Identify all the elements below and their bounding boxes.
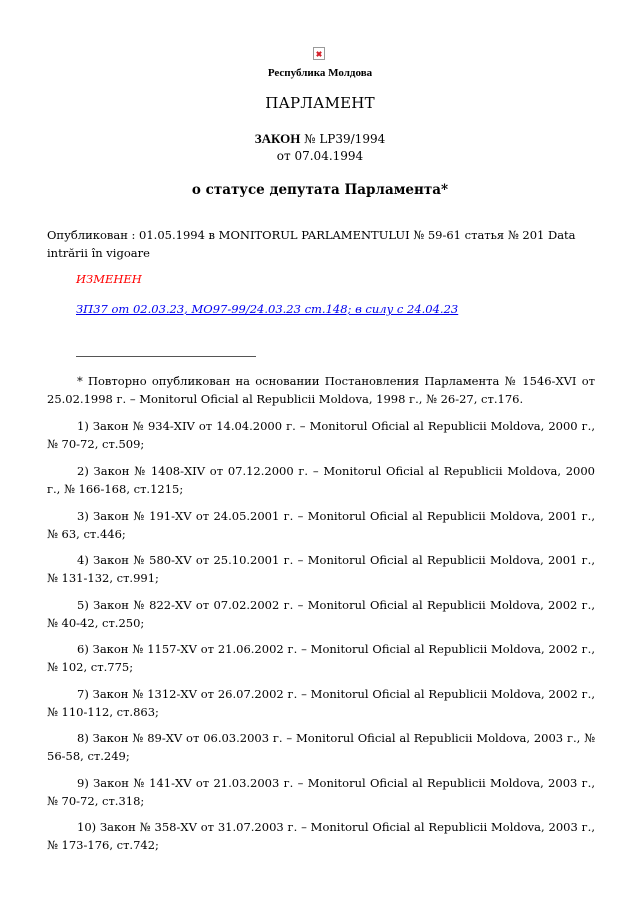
amendment-item: 7) Закон № 1312-XV от 26.07.2002 г. – Monitorul Oficial al Republicii Moldova, 2002 г., № 110-112, ст.863; [47, 687, 595, 719]
broken-image-icon [313, 47, 325, 60]
footnote: * Повторно опубликован на основании Постановления Парламента № 1546-XVI от 25.02.1998 г. – Monitorul Oficial al Republicii Moldova, 1998 г., № 26-27, ст.176. [47, 374, 595, 406]
amendment-item: 9) Закон № 141-XV от 21.03.2003 г. – Monitorul Oficial al Republicii Moldova, 2003 г., № 70-72, ст.318; [47, 776, 595, 808]
footnote-divider [76, 356, 256, 357]
amendment-item: 1) Закон № 934-XIV от 14.04.2000 г. – Monitorul Oficial al Republicii Moldova, 2000 г., № 70-72, ст.509; [47, 419, 595, 451]
law-title: о статусе депутата Парламента* [191, 182, 449, 198]
amendment-item: 2) Закон № 1408-XIV от 07.12.2000 г. – Monitorul Oficial al Republicii Moldova, 2000 г., № 166-168, ст.1215; [47, 464, 595, 496]
amendment-item: 4) Закон № 580-XV от 25.10.2001 г. – Monitorul Oficial al Republicii Moldova, 2001 г., № 131-132, ст.991; [47, 553, 595, 585]
law-number-value: № LP39/1994 [300, 132, 386, 146]
amendment-item: 3) Закон № 191-XV от 24.05.2001 г. – Monitorul Oficial al Republicii Moldova, 2001 г., № 63, ст.446; [47, 509, 595, 541]
amendment-link[interactable]: ЗП37 от 02.03.23, МО97-99/24.03.23 ст.148; в силу с 24.04.23 [76, 302, 459, 316]
amendment-item: 10) Закон № 358-XV от 31.07.2003 г. – Monitorul Oficial al Republicii Moldova, 2003 г., № 173-176, ст.742; [47, 820, 595, 852]
law-label: ЗАКОН [254, 131, 301, 146]
status-badge: ИЗМЕНЕН [76, 272, 142, 286]
amendment-item: 5) Закон № 822-XV от 07.02.2002 г. – Monitorul Oficial al Republicii Moldova, 2002 г., № 40-42, ст.250; [47, 598, 595, 630]
republic-heading: Республика Молдова [267, 67, 373, 79]
institution-heading: ПАРЛАМЕНТ [265, 94, 375, 112]
amendment-item: 8) Закон № 89-XV от 06.03.2003 г. – Monitorul Oficial al Republicii Moldova, 2003 г., № 56-58, ст.249; [47, 731, 595, 763]
law-number [0, 131, 640, 147]
amendment-item: 6) Закон № 1157-XV от 21.06.2002 г. – Monitorul Oficial al Republicii Moldova, 2002 г., № 102, ст.775; [47, 642, 595, 674]
law-date: от 07.04.1994 [276, 149, 364, 163]
publication-info: Опубликован : 01.05.1994 в MONITORUL PARLAMENTULUI № 59-61 статья № 201 Data intrării în vigoare [47, 228, 576, 260]
